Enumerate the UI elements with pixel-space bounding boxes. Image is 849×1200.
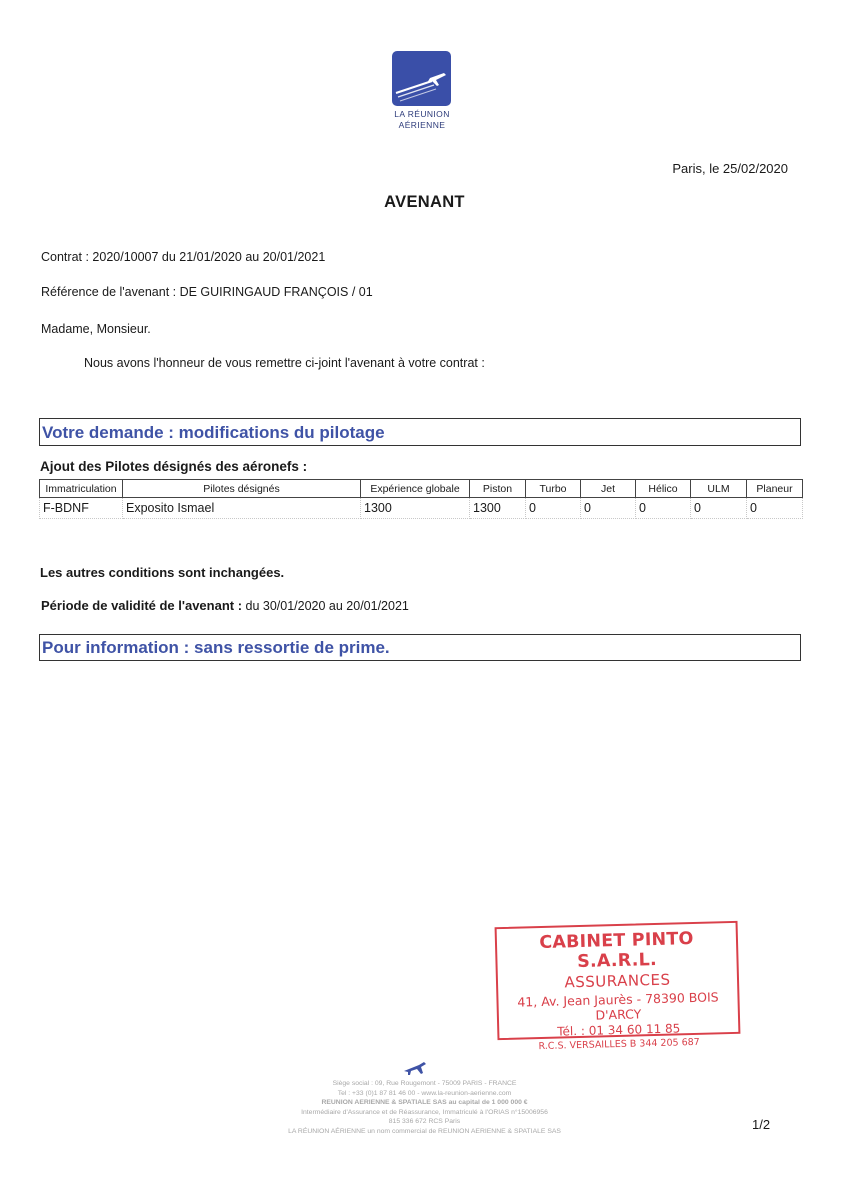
- footer-line: Intermédiaire d'Assurance et de Réassurance, Immatriculé à l'ORIAS n°15006956: [301, 1108, 548, 1116]
- footer-line: Tel : +33 (0)1 87 81 46 00 - www.la-reunion-aerienne.com: [337, 1089, 512, 1097]
- document-title: AVENANT: [384, 193, 465, 211]
- conditions-statement: Les autres conditions sont inchangées.: [40, 565, 285, 580]
- reference-line: Référence de l'avenant : DE GUIRINGAUD FRANÇOIS / 01: [41, 285, 373, 299]
- validity-value: du 30/01/2020 au 20/01/2021: [242, 599, 409, 613]
- validity-label: Période de validité de l'avenant :: [41, 598, 243, 613]
- cell-pilot: Exposito Ismael: [123, 498, 361, 519]
- request-banner: Votre demande : modifications du pilotage: [39, 418, 801, 446]
- cell-ulm: 0: [691, 498, 747, 519]
- cell-piston: 1300: [470, 498, 526, 519]
- stamp-title: CABINET PINTO S.A.R.L.: [539, 928, 694, 973]
- table-row: [40, 498, 803, 519]
- cell-helico: 0: [636, 498, 691, 519]
- cell-immatriculation: F-BDNF: [40, 498, 123, 519]
- salutation: Madame, Monsieur.: [41, 322, 151, 336]
- cell-turbo: 0: [526, 498, 581, 519]
- intro-paragraph: Nous avons l'honneur de vous remettre ci-joint l'avenant à votre contrat :: [84, 356, 485, 370]
- logo-line-2: AÉRIENNE: [398, 120, 446, 130]
- stamp-address: 41, Av. Jean Jaurès - 78390 BOIS D'ARCY: [517, 989, 719, 1023]
- footer-line: Siège social : 09, Rue Rougemont - 75009 PARIS - FRANCE: [332, 1080, 517, 1087]
- footer-line: LA RÉUNION AÉRIENNE un nom commercial de REUNION AERIENNE & SPATIALE SAS: [288, 1127, 561, 1135]
- contract-line: Contrat : 2020/10007 du 21/01/2020 au 20/01/2021: [41, 250, 326, 264]
- footer-line: 815 336 672 RCS Paris: [388, 1118, 461, 1125]
- header-pilots: Pilotes désignés: [123, 480, 361, 498]
- cell-planeur: 0: [747, 498, 803, 519]
- cell-experience: 1300: [361, 498, 470, 519]
- pilots-table: [39, 479, 803, 519]
- header-piston: Piston: [470, 480, 526, 498]
- header-turbo: Turbo: [526, 480, 581, 498]
- document-date: Paris, le 25/02/2020: [672, 161, 788, 176]
- footer-legal: [200, 1079, 649, 1136]
- page-number: 1/2: [752, 1117, 771, 1132]
- cell-jet: 0: [581, 498, 636, 519]
- pilots-section-title: Ajout des Pilotes désignés des aéronefs :: [40, 459, 308, 474]
- header-planeur: Planeur: [747, 480, 803, 498]
- company-logo: [392, 51, 451, 106]
- stamp-rcs: R.C.S. VERSAILLES B 344 205 687: [538, 1036, 700, 1053]
- table-header-row: [40, 480, 803, 498]
- header-experience: Expérience globale: [361, 480, 470, 498]
- header-helico: Hélico: [636, 480, 691, 498]
- footer-line: REUNION AERIENNE & SPATIALE SAS au capital de 1 000 000 €: [321, 1099, 528, 1106]
- info-banner: Pour information : sans ressortie de prime.: [39, 634, 801, 661]
- airplane-icon: [392, 51, 451, 106]
- header-immatriculation: Immatriculation: [40, 480, 123, 498]
- validity-period: [41, 598, 409, 613]
- stamp-phone: Tél. : 01 34 60 11 85: [557, 1021, 681, 1039]
- header-ulm: ULM: [691, 480, 747, 498]
- stamp-subtitle: ASSURANCES: [564, 970, 671, 992]
- logo-text: [372, 109, 472, 131]
- header-jet: Jet: [581, 480, 636, 498]
- airplane-icon: [402, 1058, 428, 1078]
- company-stamp: [495, 921, 741, 1053]
- logo-line-1: LA RÉUNION: [394, 109, 450, 119]
